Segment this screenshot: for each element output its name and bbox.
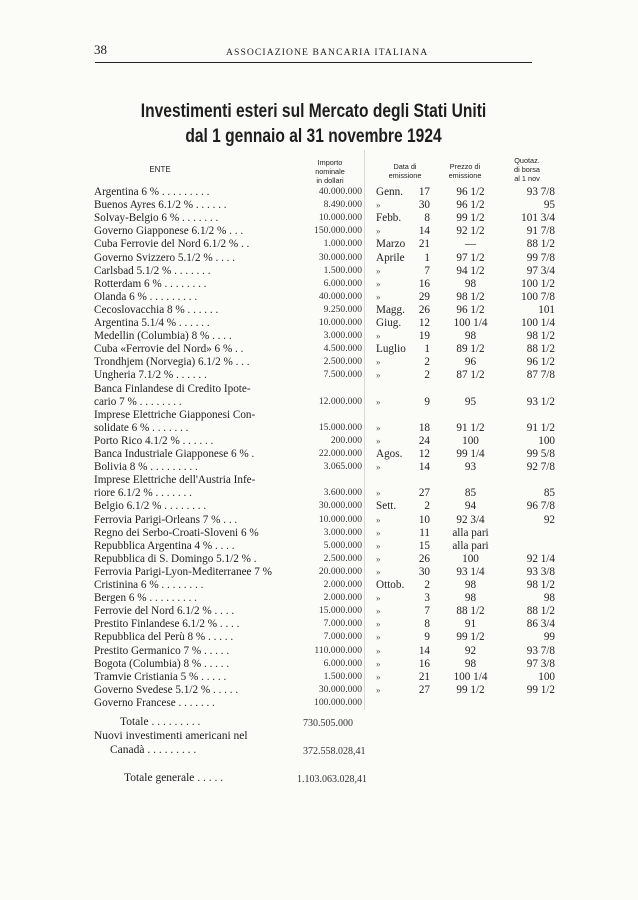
quotation-cell: 92 7/8 xyxy=(526,461,555,474)
issue-price-cell: 98 xyxy=(464,592,477,605)
day-cell: 15 xyxy=(418,539,430,552)
amount-cell: 2.500.000 xyxy=(323,356,362,368)
day-cell: 2 xyxy=(424,369,430,382)
amount-cell: 30.000.000 xyxy=(318,500,362,512)
issue-price-cell: 88 1/2 xyxy=(456,605,485,618)
table-row xyxy=(0,342,638,356)
table-row xyxy=(0,303,638,317)
column-header-importo-line: nominale xyxy=(315,167,345,176)
amount-cell: 7.000.000 xyxy=(323,618,362,630)
issue-price-cell: 94 xyxy=(464,500,477,513)
amount-cell: 100.000.000 xyxy=(314,696,362,708)
amount-cell: 30.000.000 xyxy=(318,683,362,695)
day-cell: 12 xyxy=(418,317,430,329)
table-row xyxy=(0,290,638,304)
amount-cell: 3.000.000 xyxy=(323,330,362,342)
table-row xyxy=(0,408,638,422)
quotation-cell: 97 3/4 xyxy=(526,264,555,277)
quotation-cell: 86 3/4 xyxy=(526,618,555,631)
day-cell: 7 xyxy=(424,264,430,277)
entity-cell: Trondhjem (Norvegia) 6.1/2 % . . . xyxy=(94,356,250,369)
quotation-cell: 92 1/4 xyxy=(526,552,555,565)
month-cell: » xyxy=(376,488,381,499)
month-cell: » xyxy=(376,606,381,617)
issue-price-cell: 99 1/4 xyxy=(456,448,485,460)
month-cell: » xyxy=(376,435,381,446)
month-cell: Giug. xyxy=(376,317,402,329)
day-cell: 11 xyxy=(419,526,430,539)
issue-price-cell: 93 1/4 xyxy=(456,565,485,578)
entity-cell: Imprese Elettriche dell'Austria Infe- xyxy=(94,474,256,487)
entity-cell: Cuba «Ferrovie del Nord» 6 % . . xyxy=(94,343,244,356)
issue-price-cell: 92 xyxy=(464,644,477,657)
entity-cell: solidate 6 % . . . . . . . xyxy=(94,421,189,434)
totale-value: 730.505.000 xyxy=(303,718,353,729)
amount-cell: 7.500.000 xyxy=(323,369,362,381)
table-row xyxy=(0,382,638,396)
table-row xyxy=(0,617,638,631)
issue-price-cell: 96 1/2 xyxy=(456,303,485,316)
issue-price-cell: 95 xyxy=(464,395,477,408)
amount-cell: 10.000.000 xyxy=(318,212,362,224)
quotation-cell: 95 xyxy=(543,199,555,212)
day-cell: 14 xyxy=(418,461,430,474)
month-cell: » xyxy=(376,566,381,577)
entity-cell: Bolivia 8 % . . . . . . . . . xyxy=(94,461,198,474)
table-row xyxy=(0,421,638,435)
quotation-cell: 92 xyxy=(543,513,555,526)
day-cell: 21 xyxy=(418,238,430,251)
amount-cell: 15.000.000 xyxy=(318,421,362,433)
day-cell: 2 xyxy=(424,500,430,513)
amount-cell: 3.000.000 xyxy=(323,526,362,538)
table-row xyxy=(0,670,638,684)
month-cell: Luglio xyxy=(376,343,406,356)
day-cell: 18 xyxy=(418,421,430,434)
column-header-data-line: emissione xyxy=(388,171,422,180)
totale-generale-label: Totale generale . . . . . xyxy=(124,772,224,784)
entity-cell: Medellin (Columbia) 8 % . . . . xyxy=(94,330,232,343)
month-cell: » xyxy=(376,658,381,669)
day-cell: 1 xyxy=(424,251,430,264)
month-cell: » xyxy=(376,593,381,604)
entity-cell: Belgio 6.1/2 % . . . . . . . . xyxy=(94,500,207,513)
entity-cell: Prestito Finlandese 6.1/2 % . . . . xyxy=(94,618,240,631)
column-header-prezzo-line: emissione xyxy=(448,171,482,180)
column-header-ente: ENTE xyxy=(149,165,171,174)
totale-label: Totale . . . . . . . . . xyxy=(120,716,201,728)
entity-cell: Bogota (Columbia) 8 % . . . . . xyxy=(94,657,230,670)
month-cell: Marzo xyxy=(376,238,406,251)
table-row xyxy=(0,316,638,330)
quotation-cell: 101 3/4 xyxy=(521,212,555,225)
day-cell: 14 xyxy=(418,644,430,657)
entity-cell: Governo Francese . . . . . . . xyxy=(94,696,215,709)
day-cell: 7 xyxy=(424,605,430,618)
entity-cell: Governo Svizzero 5.1/2 % . . . . xyxy=(94,251,236,264)
day-cell: 27 xyxy=(418,487,430,500)
amount-cell: 15.000.000 xyxy=(318,605,362,617)
column-header-quotaz xyxy=(502,156,552,183)
column-header-importo-line: in dollari xyxy=(316,176,344,185)
month-cell: Magg. xyxy=(376,303,405,316)
month-cell: » xyxy=(376,291,381,302)
column-header-quotaz-line: al 1 nov xyxy=(514,174,540,183)
table-row xyxy=(0,657,638,671)
nuovi-investimenti-line-1: Nuovi investimenti americani nel xyxy=(94,730,248,742)
entity-cell: Porto Rico 4.1/2 % . . . . . . xyxy=(94,434,214,447)
amount-cell: 2.500.000 xyxy=(323,552,362,564)
amount-cell: 10.000.000 xyxy=(318,513,362,525)
issue-price-cell: 99 1/2 xyxy=(456,631,485,644)
table-row xyxy=(0,368,638,382)
day-cell: 16 xyxy=(418,277,430,290)
month-cell: Aprile xyxy=(376,251,405,264)
day-cell: 27 xyxy=(418,683,430,696)
month-cell: » xyxy=(376,619,381,630)
day-cell: 26 xyxy=(418,552,430,565)
amount-cell: 40.000.000 xyxy=(318,186,362,197)
amount-cell: 30.000.000 xyxy=(318,251,362,263)
entity-cell: Argentina 6 % . . . . . . . . . xyxy=(94,186,210,198)
amount-cell: 20.000.000 xyxy=(318,565,362,577)
table-row xyxy=(0,644,638,658)
month-cell: » xyxy=(376,396,381,407)
quotation-cell: 93 7/8 xyxy=(526,186,555,198)
quotation-cell: 100 7/8 xyxy=(521,290,555,303)
table-row xyxy=(0,578,638,592)
amount-cell: 5.000.000 xyxy=(323,539,362,551)
column-header-prezzo xyxy=(437,162,493,180)
day-cell: 29 xyxy=(418,290,430,303)
amount-cell: 3.600.000 xyxy=(323,487,362,499)
header-rule xyxy=(95,62,532,63)
issue-price-cell: 98 xyxy=(464,330,477,343)
amount-cell: 2.000.000 xyxy=(323,579,362,590)
table-row xyxy=(0,277,638,291)
column-header-quotaz-line: Quotaz. xyxy=(514,156,540,165)
quotation-cell: 97 3/8 xyxy=(526,657,555,670)
quotation-cell: 99 1/2 xyxy=(526,683,555,696)
quotation-cell: 91 1/2 xyxy=(526,421,555,434)
issue-price-cell: — xyxy=(464,238,477,251)
quotation-cell: 96 7/8 xyxy=(526,500,555,513)
quotation-cell: 88 1/2 xyxy=(526,605,555,618)
amount-cell: 9.250.000 xyxy=(323,303,362,315)
month-cell: » xyxy=(376,645,381,656)
amount-cell: 150.000.000 xyxy=(314,225,362,237)
day-cell: 12 xyxy=(418,448,430,460)
table-row xyxy=(0,513,638,527)
quotation-cell: 99 xyxy=(543,631,555,644)
quotation-cell: 100 1/2 xyxy=(521,277,555,290)
amount-cell: 6.000.000 xyxy=(323,277,362,289)
day-cell: 14 xyxy=(418,225,430,238)
amount-cell: 200.000 xyxy=(330,434,362,446)
month-cell: Agos. xyxy=(376,448,403,460)
day-cell: 3 xyxy=(424,592,430,605)
month-cell: » xyxy=(376,684,381,695)
entity-cell: Argentina 5.1/4 % . . . . . . xyxy=(94,317,210,329)
table-row xyxy=(0,526,638,540)
entity-cell: Ferrovie del Nord 6.1/2 % . . . . xyxy=(94,605,235,618)
quotation-cell: 93 3/8 xyxy=(526,565,555,578)
entity-cell: Ungheria 7.1/2 % . . . . . . xyxy=(94,369,207,382)
table-row xyxy=(0,460,638,474)
amount-cell: 1.500.000 xyxy=(323,264,362,276)
amount-cell: 1.000.000 xyxy=(323,238,362,250)
entity-cell: Ferrovia Parigi-Lyon-Mediterranee 7 % xyxy=(94,565,273,578)
quotation-cell: 101 xyxy=(538,303,555,316)
table-row xyxy=(0,251,638,265)
issue-price-cell: 100 1/4 xyxy=(453,317,488,329)
entity-cell: Cristinina 6 % . . . . . . . . xyxy=(94,579,204,591)
month-cell: Sett. xyxy=(376,500,397,513)
totale-generale-value: 1.103.063.028,41 xyxy=(297,774,367,785)
month-cell: » xyxy=(376,331,381,342)
month-cell: » xyxy=(376,226,381,237)
issue-price-cell: 87 1/2 xyxy=(456,369,485,382)
day-cell: 10 xyxy=(418,513,430,526)
day-cell: 8 xyxy=(424,212,430,225)
title-line-2: dal 1 gennaio al 31 novembre 1924 xyxy=(185,126,442,147)
issue-price-cell: 100 xyxy=(462,552,479,565)
entity-cell: Olanda 6 % . . . . . . . . . xyxy=(94,290,198,303)
amount-cell: 3.065.000 xyxy=(323,461,362,473)
table-row xyxy=(0,486,638,500)
entity-cell: Tramvie Cristiania 5 % . . . . . xyxy=(94,670,227,683)
quotation-cell: 88 1/2 xyxy=(526,343,555,356)
column-header-importo-line: Importo xyxy=(317,158,343,167)
entity-cell: cario 7 % . . . . . . . . xyxy=(94,395,182,408)
month-cell: » xyxy=(376,422,381,433)
table-row xyxy=(0,630,638,644)
month-cell: Ottob. xyxy=(376,579,405,591)
quotation-cell: 100 xyxy=(538,434,555,447)
issue-price-cell: 98 xyxy=(464,277,477,290)
month-cell: » xyxy=(376,671,381,682)
day-cell: 9 xyxy=(424,395,430,408)
issue-price-cell: alla pari xyxy=(452,539,489,552)
month-cell: » xyxy=(376,514,381,525)
table-row xyxy=(0,473,638,487)
issue-price-cell: 99 1/2 xyxy=(456,683,485,696)
table-row xyxy=(0,264,638,278)
table-row xyxy=(0,604,638,618)
amount-cell: 7.000.000 xyxy=(323,631,362,643)
month-cell: » xyxy=(376,265,381,276)
amount-cell: 6.000.000 xyxy=(323,657,362,669)
issue-price-cell: 99 1/2 xyxy=(456,212,485,225)
table-row xyxy=(0,696,638,710)
amount-cell: 10.000.000 xyxy=(318,317,362,328)
quotation-cell: 98 xyxy=(543,592,555,605)
issue-price-cell: 100 xyxy=(462,434,479,447)
quotation-cell: 100 1/4 xyxy=(521,317,555,329)
table-row xyxy=(0,395,638,409)
quotation-cell: 91 7/8 xyxy=(526,225,555,238)
column-header-quotaz-line: di borsa xyxy=(514,165,540,174)
entity-cell: Imprese Elettriche Giapponesi Con- xyxy=(94,408,256,421)
month-cell: Febb. xyxy=(376,212,402,225)
month-cell: » xyxy=(376,540,381,551)
issue-price-cell: 96 1/2 xyxy=(456,199,485,212)
quotation-cell: 98 1/2 xyxy=(526,330,555,343)
quotation-cell: 100 xyxy=(538,670,555,683)
issue-price-cell: 89 1/2 xyxy=(456,343,485,356)
table-row xyxy=(0,355,638,369)
issue-price-cell: alla pari xyxy=(452,526,489,539)
issue-price-cell: 97 1/2 xyxy=(456,251,485,264)
issue-price-cell: 94 1/2 xyxy=(456,264,485,277)
table-row xyxy=(0,198,638,212)
amount-cell: 4.500.000 xyxy=(323,343,362,355)
entity-cell: Governo Giapponese 6.1/2 % . . . xyxy=(94,225,244,238)
running-head: ASSOCIAZIONE BANCARIA ITALIANA xyxy=(226,47,429,58)
month-cell: » xyxy=(376,357,381,368)
quotation-cell: 96 1/2 xyxy=(526,356,555,369)
day-cell: 30 xyxy=(418,565,430,578)
quotation-cell: 98 1/2 xyxy=(526,579,555,591)
quotation-cell: 99 5/8 xyxy=(526,448,555,460)
entity-cell: Ferrovia Parigi-Orleans 7 % . . . xyxy=(94,513,238,526)
day-cell: 19 xyxy=(418,330,430,343)
issue-price-cell: 92 3/4 xyxy=(456,513,485,526)
entity-cell: Repubblica Argentina 4 % . . . . xyxy=(94,539,235,552)
amount-cell: 1.500.000 xyxy=(323,670,362,682)
table-row xyxy=(0,185,638,199)
issue-price-cell: 98 xyxy=(464,579,477,591)
entity-cell: Banca Industriale Giapponese 6 % . xyxy=(94,448,255,460)
quotation-cell: 99 7/8 xyxy=(526,251,555,264)
column-header-data xyxy=(380,162,430,180)
issue-price-cell: 91 xyxy=(464,618,477,631)
page-number: 38 xyxy=(94,42,107,57)
day-cell: 16 xyxy=(418,657,430,670)
table-row xyxy=(0,329,638,343)
month-cell: » xyxy=(376,553,381,564)
column-header-importo xyxy=(300,158,360,185)
amount-cell: 22.000.000 xyxy=(318,448,362,459)
day-cell: 2 xyxy=(424,356,430,369)
table-row xyxy=(0,224,638,238)
nuovi-investimenti-value: 372.558.028,41 xyxy=(303,746,366,757)
title-line-1: Investimenti esteri sul Mercato degli Stati Uniti xyxy=(140,101,487,122)
issue-price-cell: 91 1/2 xyxy=(456,421,485,434)
entity-cell: Carlsbad 5.1/2 % . . . . . . . xyxy=(94,264,211,277)
table-row xyxy=(0,447,638,461)
column-header-prezzo-line: Prezzo di xyxy=(449,162,481,171)
day-cell: 2 xyxy=(424,579,430,591)
month-cell: » xyxy=(376,200,381,211)
amount-cell: 8.490.000 xyxy=(323,199,362,211)
table-row xyxy=(0,499,638,513)
entity-cell: Governo Svedese 5.1/2 % . . . . . xyxy=(94,683,239,696)
entity-cell: Repubblica del Perù 8 % . . . . . xyxy=(94,631,234,644)
issue-price-cell: 93 xyxy=(464,461,477,474)
table-row xyxy=(0,552,638,566)
issue-price-cell: 85 xyxy=(464,487,477,500)
month-cell: » xyxy=(376,278,381,289)
table-row xyxy=(0,683,638,697)
entity-cell: Prestito Germanico 7 % . . . . . xyxy=(94,644,230,657)
issue-price-cell: 100 1/4 xyxy=(453,670,488,683)
issue-price-cell: 98 1/2 xyxy=(456,290,485,303)
table-row xyxy=(0,591,638,605)
day-cell: 24 xyxy=(418,434,430,447)
issue-price-cell: 96 xyxy=(464,356,477,369)
month-cell: » xyxy=(376,632,381,643)
quotation-cell: 93 1/2 xyxy=(526,395,555,408)
entity-cell: Solvay-Belgio 6 % . . . . . . . xyxy=(94,212,219,225)
day-cell: 1 xyxy=(424,343,430,356)
quotation-cell: 93 7/8 xyxy=(526,644,555,657)
column-header-data-line: Data di xyxy=(393,162,417,171)
entity-cell: Regno dei Serbo-Croati-Sloveni 6 % xyxy=(94,526,259,539)
day-cell: 17 xyxy=(418,186,430,198)
nuovi-investimenti-line-2: Canadà . . . . . . . . . xyxy=(110,744,197,756)
entity-cell: Banca Finlandese di Credito Ipote- xyxy=(94,382,251,395)
table-row xyxy=(0,565,638,579)
entity-cell: Bergen 6 % . . . . . . . . . xyxy=(94,592,197,605)
amount-cell: 40.000.000 xyxy=(318,290,362,302)
day-cell: 26 xyxy=(418,303,430,316)
issue-price-cell: 96 1/2 xyxy=(456,186,485,198)
table-row xyxy=(0,211,638,225)
month-cell: » xyxy=(376,370,381,381)
issue-price-cell: 92 1/2 xyxy=(456,225,485,238)
entity-cell: Cuba Ferrovie del Nord 6.1/2 % . . xyxy=(94,238,250,251)
amount-cell: 2.000.000 xyxy=(323,592,362,604)
amount-cell: 110.000.000 xyxy=(314,644,362,656)
quotation-cell: 87 7/8 xyxy=(526,369,555,382)
day-cell: 30 xyxy=(418,199,430,212)
month-cell: » xyxy=(376,462,381,473)
table-row xyxy=(0,237,638,251)
quotation-cell: 85 xyxy=(543,487,555,500)
entity-cell: Cecoslovacchia 8 % . . . . . . xyxy=(94,303,219,316)
day-cell: 8 xyxy=(424,618,430,631)
month-cell: » xyxy=(376,527,381,538)
entity-cell: Buenos Ayres 6.1/2 % . . . . . . xyxy=(94,199,227,212)
amount-cell: 12.000.000 xyxy=(318,395,362,407)
entity-cell: Rotterdam 6 % . . . . . . . . xyxy=(94,277,207,290)
table-row xyxy=(0,539,638,553)
table-row xyxy=(0,434,638,448)
quotation-cell: 88 1/2 xyxy=(526,238,555,251)
issue-price-cell: 98 xyxy=(464,657,477,670)
entity-cell: riore 6.1/2 % . . . . . . . xyxy=(94,487,192,500)
entity-cell: Repubblica di S. Domingo 5.1/2 % . xyxy=(94,552,257,565)
day-cell: 21 xyxy=(418,670,430,683)
day-cell: 9 xyxy=(424,631,430,644)
month-cell: Genn. xyxy=(376,186,404,198)
